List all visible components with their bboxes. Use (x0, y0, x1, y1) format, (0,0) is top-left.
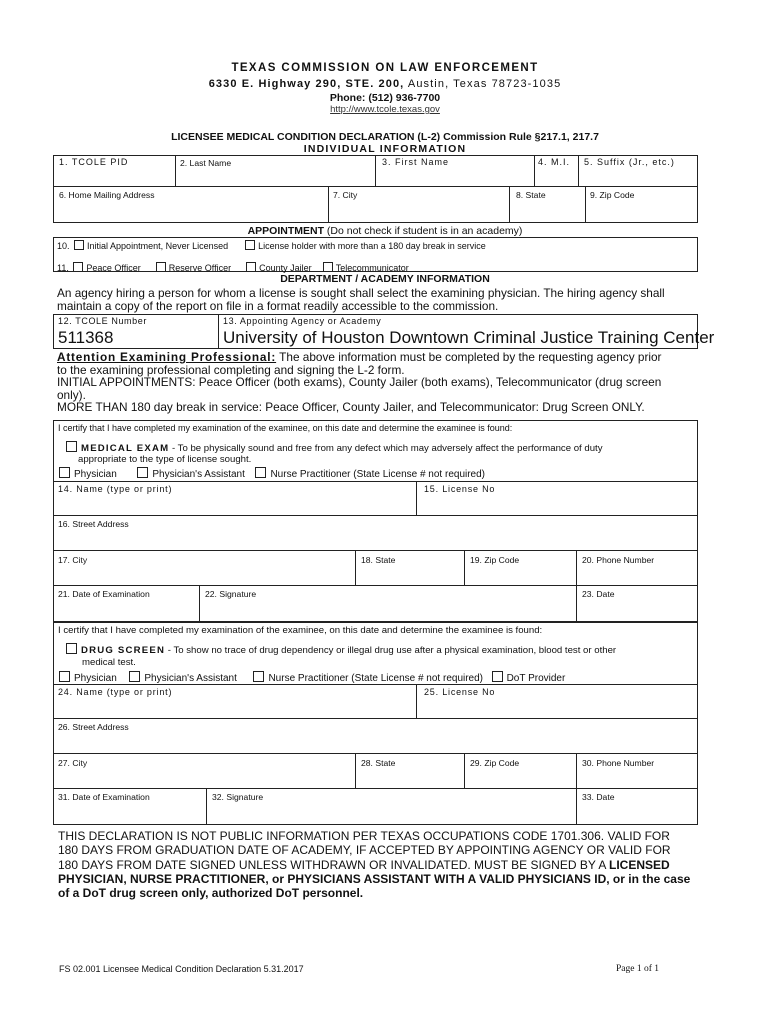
last-name-field[interactable]: 2. Last Name (180, 158, 232, 168)
drug-license-field[interactable]: 25. License No (424, 687, 496, 697)
medical-pa-label: Physician's Assistant (152, 469, 245, 480)
declaration-line3-bold: LICENSED (609, 857, 670, 872)
department-heading: DEPARTMENT / ACADEMY INFORMATION (280, 273, 490, 285)
medical-state-field[interactable]: 18. State (361, 555, 396, 565)
drug-screen-desc2: medical test. (82, 657, 136, 668)
appointment-row-10 (57, 240, 486, 251)
medical-exam-date-field[interactable]: 21. Date of Examination (58, 589, 150, 599)
drug-pa-label: Physician's Assistant (144, 673, 237, 684)
reserve-officer-checkbox[interactable] (156, 262, 166, 272)
attention-block (57, 351, 757, 414)
county-jailer-label: County Jailer (259, 263, 312, 273)
suffix-field[interactable]: 5. Suffix (Jr., etc.) (584, 157, 675, 167)
org-url[interactable]: http://www.tcole.texas.gov (330, 104, 440, 115)
declaration-line5: of a DoT drug screen only, authorized DoT personnel. (58, 886, 364, 901)
medical-exam-desc1: - To be physically sound and free from any defect which may adversely affect the performance of duty (169, 443, 603, 454)
declaration-line2: 180 DAYS FROM GRADUATION DATE OF ACADEMY, IF ACCEPTED BY APPOINTING AGENCY OR VALID FOR (58, 843, 671, 858)
drug-screen-title: DRUG SCREEN (81, 645, 166, 656)
attention-line3: INITIAL APPOINTMENTS: Peace Officer (both exams), County Jailer (both exams), Telecommunicator (drug screen (57, 375, 662, 390)
peace-officer-checkbox[interactable] (73, 262, 83, 272)
form-title: LICENSEE MEDICAL CONDITION DECLARATION (L-2) Commission Rule §217.1, 217.7 (171, 131, 599, 143)
medical-np-label: Nurse Practitioner (State License # not required) (270, 469, 486, 480)
row-11-number: 11. (57, 263, 69, 273)
department-instruction (57, 287, 747, 312)
appointment-heading-note: (Do not check if student is in an academy) (323, 225, 523, 237)
appointment-heading (0, 225, 770, 237)
drug-provider-types (58, 671, 565, 684)
drug-city-field[interactable]: 27. City (58, 758, 88, 768)
drug-state-field[interactable]: 28. State (361, 758, 396, 768)
reserve-officer-label: Reserve Officer (168, 263, 232, 273)
drug-phone-field[interactable]: 30. Phone Number (582, 758, 655, 768)
county-jailer-checkbox[interactable] (246, 262, 256, 272)
attention-line1-text: The above information must be completed by the requesting agency prior (276, 350, 662, 364)
medical-city-field[interactable]: 17. City (58, 555, 88, 565)
declaration-line1: THIS DECLARATION IS NOT PUBLIC INFORMATION PER TEXAS OCCUPATIONS CODE 1701.306. VALID FOR (58, 829, 670, 843)
license-holder-break-checkbox[interactable] (245, 240, 255, 250)
drug-screen-checkbox[interactable] (66, 643, 77, 654)
zip-field[interactable]: 9. Zip Code (590, 190, 635, 200)
medical-provider-types (58, 467, 485, 480)
medical-certify: I certify that I have completed my examination of the examinee, on this date and determine the examinee is found: (58, 423, 513, 433)
medical-physician-checkbox[interactable] (59, 467, 70, 478)
license-holder-break-label: License holder with more than a 180 day break in service (258, 241, 486, 251)
initial-appointment-checkbox[interactable] (74, 240, 84, 250)
drug-np-checkbox[interactable] (253, 671, 264, 682)
attention-line2: to the examining professional completing and signing the L-2 form. (57, 362, 405, 377)
org-title: TEXAS COMMISSION ON LAW ENFORCEMENT (231, 62, 539, 74)
section-individual-heading: INDIVIDUAL INFORMATION (303, 143, 467, 155)
footer-form-id: FS 02.001 Licensee Medical Condition Declaration 5.31.2017 (59, 964, 304, 974)
drug-name-field[interactable]: 24. Name (type or print) (58, 687, 173, 697)
medical-pa-checkbox[interactable] (137, 467, 148, 478)
first-name-field[interactable]: 3. First Name (382, 157, 450, 167)
drug-exam-date-field[interactable]: 31. Date of Examination (58, 792, 150, 802)
medical-exam-checkbox[interactable] (66, 441, 77, 452)
medical-license-field[interactable]: 15. License No (424, 484, 496, 494)
drug-np-label: Nurse Practitioner (State License # not required) (268, 673, 484, 684)
agency-label: 13. Appointing Agency or Academy (223, 316, 382, 326)
drug-street-field[interactable]: 26. Street Address (58, 722, 129, 732)
middle-initial-field[interactable]: 4. M.I. (538, 157, 571, 167)
attention-line1 (57, 351, 757, 364)
attention-title: Attention Examining Professional: (57, 350, 277, 364)
agency-value[interactable]: University of Houston Downtown Criminal Justice Training Center (223, 328, 715, 347)
drug-physician-checkbox[interactable] (59, 671, 70, 682)
drug-dot-checkbox[interactable] (492, 671, 503, 682)
medical-date-field[interactable]: 23. Date (582, 589, 615, 599)
drug-certify: I certify that I have completed my examination of the examinee, on this date and determine the examinee is found: (58, 625, 543, 636)
city-field[interactable]: 7. City (333, 190, 358, 200)
medical-exam-title: MEDICAL EXAM (81, 443, 170, 454)
peace-officer-label: Peace Officer (86, 263, 141, 273)
medical-zip-field[interactable]: 19. Zip Code (470, 555, 520, 565)
tcole-number-label: 12. TCOLE Number (58, 316, 147, 326)
drug-dot-label: DoT Provider (506, 673, 566, 684)
appointment-heading-title: APPOINTMENT (247, 225, 324, 237)
drug-physician-label: Physician (74, 673, 117, 684)
home-address-field[interactable]: 6. Home Mailing Address (59, 190, 155, 200)
state-field[interactable]: 8. State (516, 190, 546, 200)
declaration-block (58, 829, 758, 900)
medical-exam-desc2: appropriate to the type of license sought. (78, 454, 252, 465)
org-phone: Phone: (512) 936-7700 (329, 92, 441, 104)
declaration-line4: PHYSICIAN, NURSE PRACTITIONER, or PHYSICIANS ASSISTANT WITH A VALID PHYSICIANS ID, or in the case (58, 871, 691, 886)
drug-pa-checkbox[interactable] (129, 671, 140, 682)
tcole-number-value[interactable]: 511368 (58, 328, 114, 347)
medical-name-field[interactable]: 14. Name (type or print) (58, 484, 173, 494)
medical-signature-field[interactable]: 22. Signature (205, 589, 257, 599)
tcole-pid-field[interactable]: 1. TCOLE PID (59, 157, 129, 167)
department-instruction-line2: maintain a copy of the report on file in a format readily accessible to the commission. (57, 298, 499, 313)
attention-line5: MORE THAN 180 day break in service: Peace Officer, County Jailer, and Telecommunicator: Drug Screen ONLY. (57, 400, 645, 415)
drug-signature-field[interactable]: 32. Signature (212, 792, 264, 802)
medical-exam-line (65, 441, 603, 454)
telecommunicator-checkbox[interactable] (323, 262, 333, 272)
initial-appointment-label: Initial Appointment, Never Licensed (87, 241, 229, 251)
footer-page-number: Page 1 of 1 (616, 964, 660, 974)
drug-screen-desc1: - To show no trace of drug dependency or illegal drug use after a physical examination, blood test or other (165, 645, 617, 656)
declaration-line3 (58, 858, 758, 872)
appointment-row-11 (57, 262, 409, 273)
drug-date-field[interactable]: 33. Date (582, 792, 615, 802)
org-address-street: 6330 E. Highway 290, STE. 200, (208, 78, 405, 90)
drug-screen-line (65, 643, 616, 656)
row-10-number: 10. (57, 241, 70, 251)
drug-zip-field[interactable]: 29. Zip Code (470, 758, 520, 768)
org-address (0, 78, 770, 90)
medical-phone-field[interactable]: 20. Phone Number (582, 555, 655, 565)
org-address-city: Austin, Texas 78723-1035 (404, 78, 562, 90)
telecommunicator-label: Telecommunicator (335, 263, 409, 273)
medical-physician-label: Physician (74, 469, 117, 480)
declaration-line3-text: 180 DAYS FROM DATE SIGNED UNLESS WITHDRAWN OR INVALIDATED. MUST BE SIGNED BY A (58, 857, 609, 872)
medical-street-field[interactable]: 16. Street Address (58, 519, 129, 529)
department-instruction-line1: An agency hiring a person for whom a license is sought shall select the examining physician. The hiring agency shall (57, 286, 665, 300)
attention-line4: only). (57, 387, 86, 402)
medical-np-checkbox[interactable] (255, 467, 266, 478)
